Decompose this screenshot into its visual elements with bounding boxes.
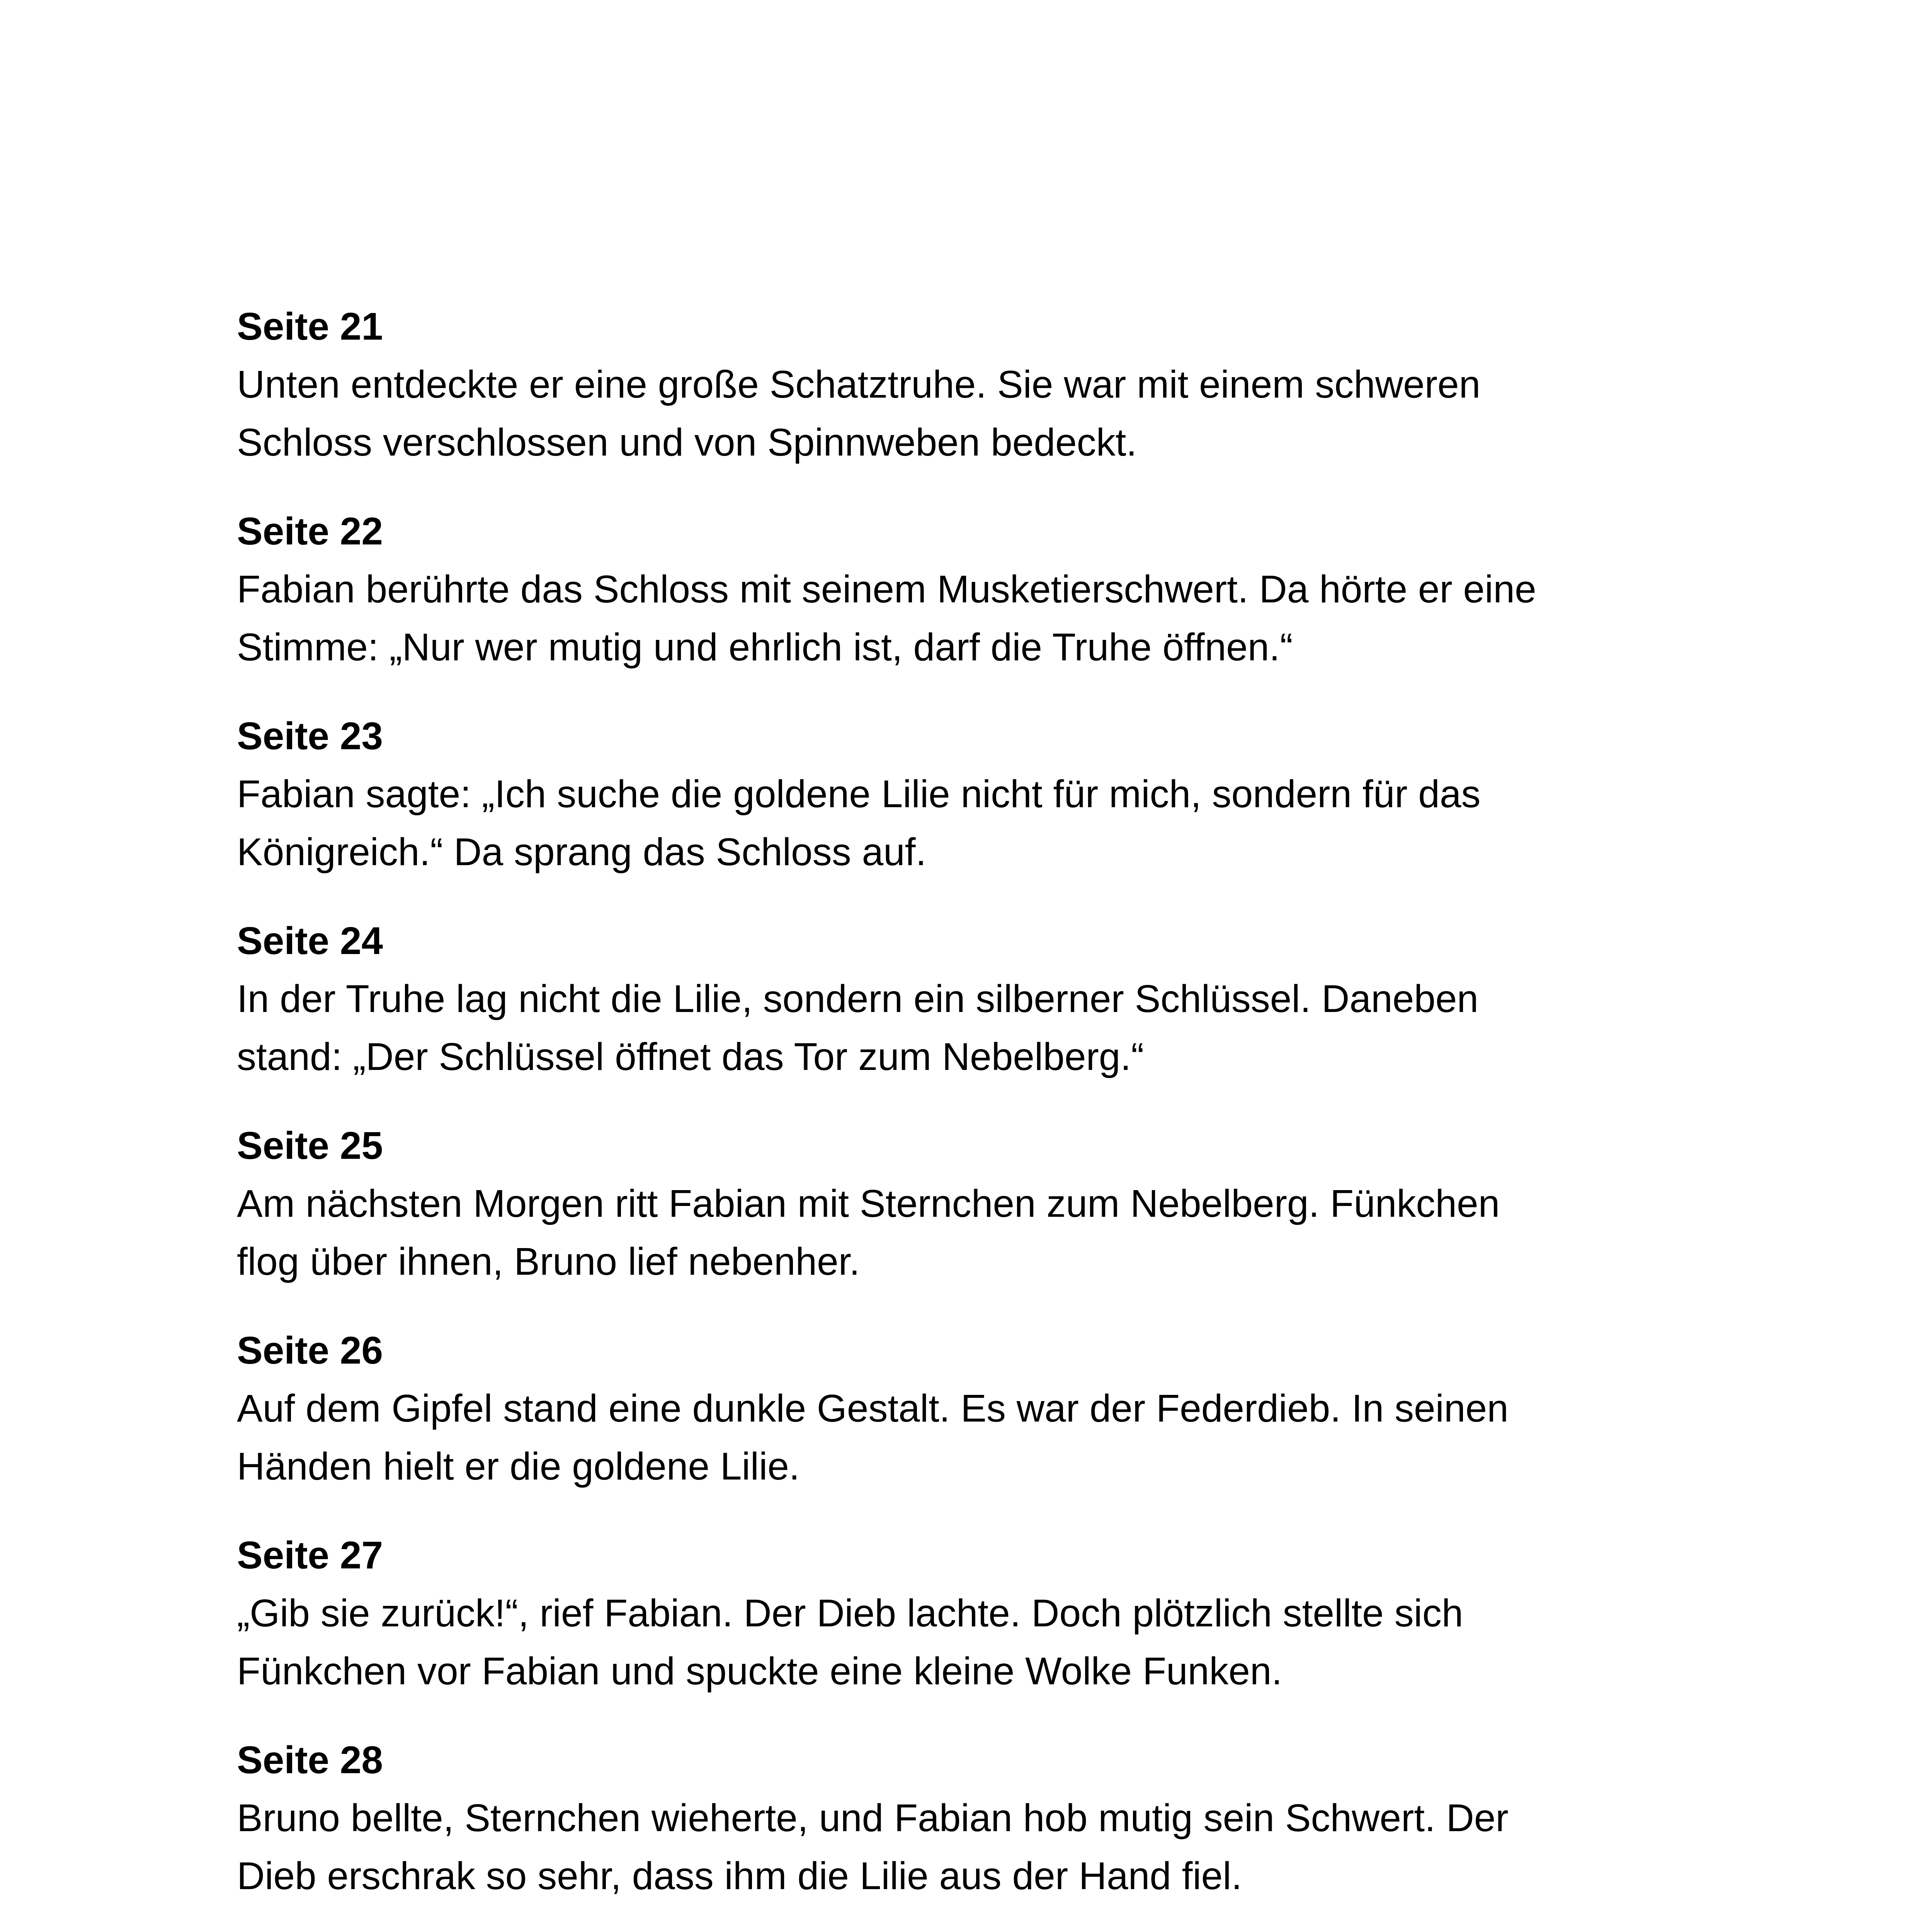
section-text-line: flog über ihnen, Bruno lief nebenher. bbox=[237, 1240, 860, 1283]
section-text-line: Fabian sagte: „Ich suche die goldene Lilie nicht für mich, sondern für das bbox=[237, 772, 1481, 816]
section-text-line: Händen hielt er die goldene Lilie. bbox=[237, 1445, 800, 1488]
section-seite-26 bbox=[237, 1321, 1705, 1495]
section-text-line: Fabian berührte das Schloss mit seinem Musketierschwert. Da hörte er eine bbox=[237, 568, 1536, 611]
page-body bbox=[237, 298, 1705, 1932]
section-seite-25 bbox=[237, 1117, 1705, 1291]
section-text-line: Am nächsten Morgen ritt Fabian mit Sternchen zum Nebelberg. Fünkchen bbox=[237, 1182, 1500, 1225]
section-text-line: In der Truhe lag nicht die Lilie, sondern ein silberner Schlüssel. Daneben bbox=[237, 977, 1479, 1020]
section-text-line: „Gib sie zurück!“, rief Fabian. Der Dieb lachte. Doch plötzlich stellte sich bbox=[237, 1592, 1463, 1635]
section-text-line: stand: „Der Schlüssel öffnet das Tor zum Nebelberg.“ bbox=[237, 1035, 1144, 1078]
section-text-line: Unten entdeckte er eine große Schatztruhe. Sie war mit einem schweren bbox=[237, 363, 1481, 406]
section-text-line: Dieb erschrak so sehr, dass ihm die Lilie aus der Hand fiel. bbox=[237, 1854, 1242, 1898]
section-heading: Seite 24 bbox=[237, 919, 383, 963]
section-text-line: Königreich.“ Da sprang das Schloss auf. bbox=[237, 830, 927, 874]
section-seite-27 bbox=[237, 1526, 1705, 1700]
section-seite-23 bbox=[237, 707, 1705, 881]
section-seite-24 bbox=[237, 912, 1705, 1086]
section-seite-21 bbox=[237, 298, 1705, 471]
section-text-line: Bruno bellte, Sternchen wieherte, und Fabian hob mutig sein Schwert. Der bbox=[237, 1796, 1509, 1840]
section-heading: Seite 26 bbox=[237, 1329, 383, 1372]
section-heading: Seite 27 bbox=[237, 1534, 383, 1577]
section-text-line: Schloss verschlossen und von Spinnweben bedeckt. bbox=[237, 421, 1137, 464]
section-heading: Seite 25 bbox=[237, 1124, 383, 1167]
section-seite-22 bbox=[237, 502, 1705, 676]
section-seite-28 bbox=[237, 1731, 1705, 1905]
section-heading: Seite 22 bbox=[237, 510, 383, 553]
section-text-line: Fünkchen vor Fabian und spuckte eine kleine Wolke Funken. bbox=[237, 1650, 1283, 1693]
section-heading: Seite 23 bbox=[237, 714, 383, 758]
section-text-line: Auf dem Gipfel stand eine dunkle Gestalt. Es war der Federdieb. In seinen bbox=[237, 1387, 1509, 1430]
section-text-line: Stimme: „Nur wer mutig und ehrlich ist, darf die Truhe öffnen.“ bbox=[237, 626, 1293, 669]
section-heading: Seite 28 bbox=[237, 1738, 383, 1782]
section-heading: Seite 21 bbox=[237, 305, 383, 348]
